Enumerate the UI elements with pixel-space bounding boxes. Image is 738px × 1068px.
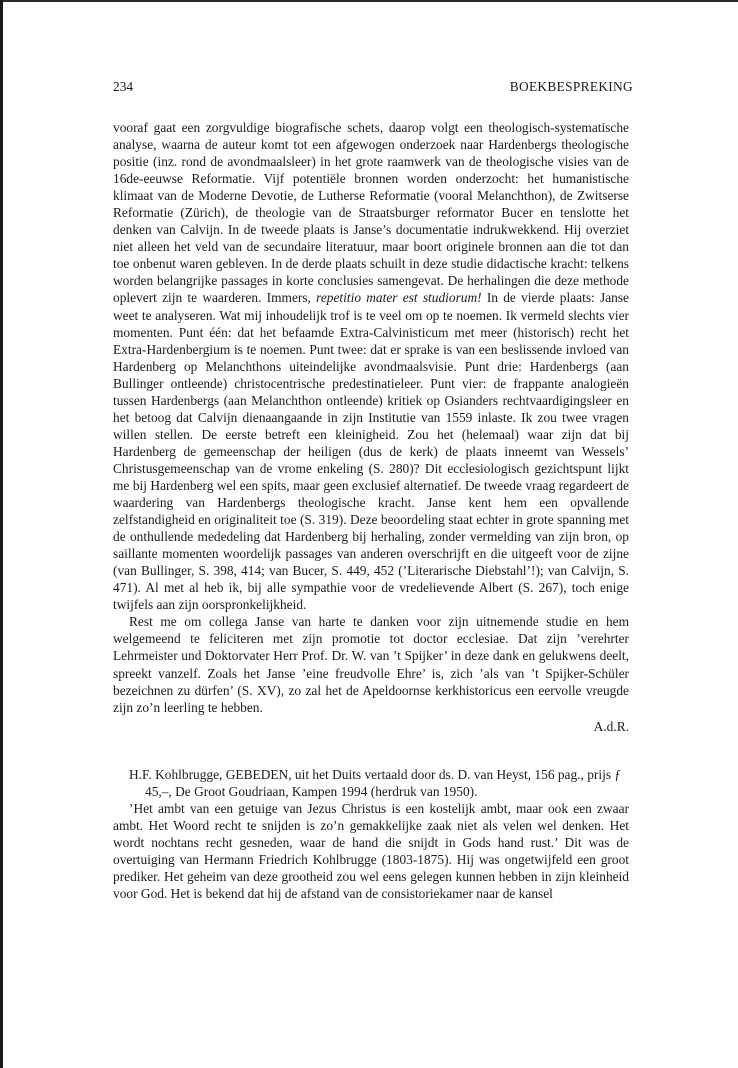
page-number: 234 — [113, 79, 134, 94]
review1-signature: A.d.R. — [593, 718, 629, 734]
scan-edge-top — [0, 0, 738, 2]
review1-paragraph-1 — [113, 119, 629, 613]
page-body — [113, 119, 629, 902]
running-head: BOEKBESPREKING — [509, 79, 633, 94]
text-segment: In de vierde plaats: Janse weet te analyseren. Wat mij inhoudelijk trof is te veel om op te noemen. Ik vermeld slechts vier momenten. Punt één: dat het befaamde Extra-Calvinisticum met meer (historisch) recht het Extra-Hardenbergium is te noemen. Punt twee: dat er sprake is van een beslissende invloed van Hardenberg op Melanchthons uiteindelijke avondmaalsvisie. Punt drie: Hardenbergs (aan Bullinger ontleende) christocentrische predestinatieleer. Punt vier: de frappante analogieën tussen Hardenbergs (aan Melanchthon ontleende) kritiek op Osianders rechtvaardigingsleer en het betoog dat Calvijn dienaangaande in zijn Institutie van 1559 inlaste. Ik zou twee vragen willen stellen. De eerste betreft een kleinigheid. Zou het (helemaal) waar zijn dat bij Hardenberg de gemeenschap der heiligen (dus de kerk) de plaats inneemt van Wessels’ Christusgemeenschap van de vrome enkeling (S. 280)? Dit ecclesiologisch gezichtspunt lijkt me bij Hardenberg wel een spits, maar geen exclusief alternatief. De tweede vraag regardeert de waardering van Hardenbergs theologische kracht. Janse kent hem een opvallende zelfstandigheid en originaliteit toe (S. 319). Deze beoordeling staat echter in grote spanning met de onthullende mededeling dat Hardenberg bij herhaling, zonder vermelding van zijn bron, op saillante momenten woordelijk passages van anderen overschrijft en die uitgeeft voor de zijne (van Bullinger, S. 398, 414; van Bucer, S. 449, 452 (’Literarische Diebstahl’!); van Calvijn, S. 471). Al met al heb ik, bij alle sympathie voor de vredelievende Albert (S. 267), toch enige twijfels aan zijn oorspronkelijkheid. — [113, 290, 629, 613]
scan-edge-left — [0, 0, 3, 1068]
review1-paragraph-2: Rest me om collega Janse van harte te danken voor zijn uitnemende studie en hem welgemeend te feliciteren met zijn promotie tot doctor ecclesiae. Dat zijn ’verehrter Lehrmeister und Doktorvater Herr Prof. Dr. W. van ’t Spijker’ in deze dank en gelukwens deelt, spreekt vanzelf. Zoals het Janse ’eine freudvolle Ehre’ is, zich ’als van ’t Spijker-Schüler bezeichnen zu dürfen’ (S. XV), zo zal het de Apeldoornse kerkhistoricus een eervolle vreugde zijn zo’n leerling te hebben. — [113, 614, 629, 715]
review2 — [113, 766, 629, 902]
review2-paragraph-1: ’Het ambt van een getuige van Jezus Christus is een kostelijk ambt, maar ook een zwaar ambt. Het Woord recht te snijden is zo’n gemakkelijke zaak niet als velen wel denken. Het wordt nochtans recht gesneden, waar de hand die snijdt in Gods hand rust.’ Dit was de overtuiging van Hermann Friedrich Kohlbrugge (1803-1875). Hij was ongetwijfeld een groot prediker. Het geheim van deze grootheid zou wel eens gelegen kunnen hebben in zijn kleinheid voor God. Het is bekend dat hij de afstand van de consistoriekamer naar de kansel — [113, 800, 629, 902]
review2-bibliography: H.F. Kohlbrugge, GEBEDEN, uit het Duits vertaald door ds. D. van Heyst, 156 pag., prijs ƒ 45,–, De Groot Goudriaan, Kampen 1994 (herdruk van 1950). — [129, 766, 622, 799]
latin-phrase: repetitio mater est studiorum! — [316, 290, 482, 306]
text-segment: vooraf gaat een zorgvuldige biografische schets, daarop volgt een theologisch-systematische analyse, waarna de auteur komt tot een afgewogen onderzoek naar Hardenbergs theologische positie (inz. rond de avondmaalsleer) in het grote raamwerk van de theologische visies van de 16de-eeuwse Reformatie. Vijf potentiële bronnen worden onderzocht: het humanistische klimaat van de Moderne Devotie, de Lutherse Reformatie (vooral Melanchthon), de Zwitserse Reformatie (Zürich), de theologie van de Straatsburger reformator Bucer en tenslotte het denken van Calvijn. In de tweede plaats is Janse’s documentatie indrukwekkend. Hij overziet niet alleen het veld van de secundaire literatuur, maar boort originele bronnen aan die tot dan toe onbenut waren gebleven. In de derde plaats schuilt in deze studie didactische kracht: telkens worden belangrijke passages in korte conclusies samengevat. De herhalingen die deze methode oplevert zijn te waarderen. Immers, — [113, 120, 629, 306]
